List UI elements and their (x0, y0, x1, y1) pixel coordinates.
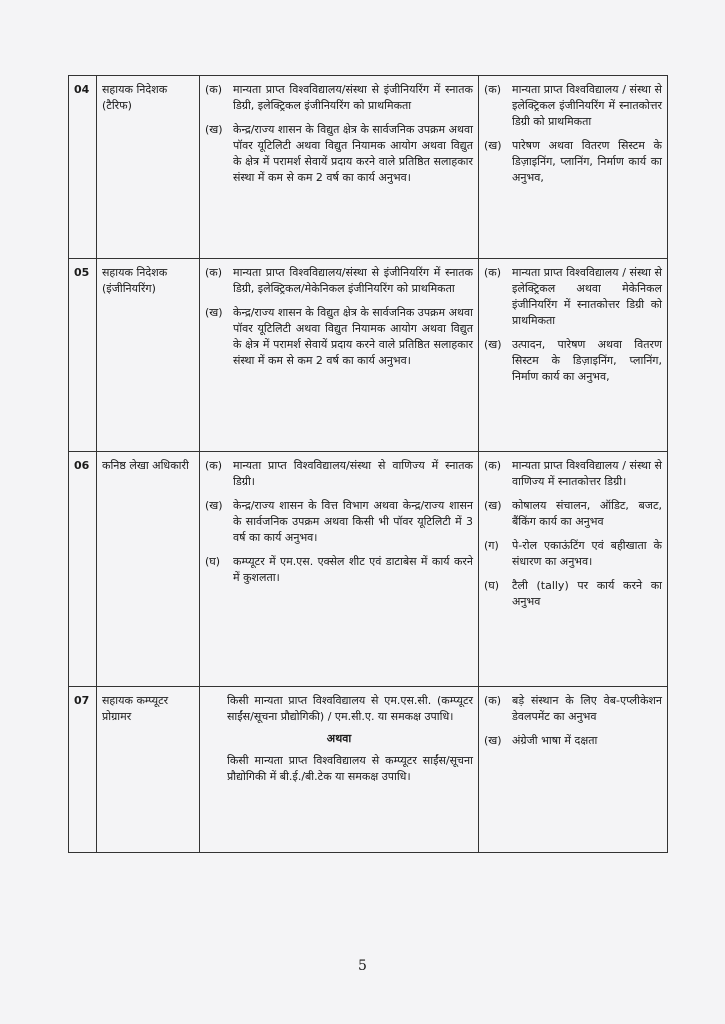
clause-label: (क) (484, 694, 502, 707)
clause-text: मान्यता प्राप्त विश्वविद्यालय/संस्था से इंजीनियरिंग में स्नातक डिग्री, इलेक्ट्रिकल/मेकेनिकल इंजीनियरिंग को प्राथमिकता (233, 266, 473, 295)
post-name: सहायक निदेशक (टैरिफ) (97, 76, 200, 259)
clause-text: कोषालय संचालन, ऑडिट, बजट, बैंकिंग कार्य का अनुभव (512, 499, 662, 528)
table-row (69, 259, 668, 452)
post-name: कनिष्ठ लेखा अधिकारी (97, 452, 200, 687)
clause-label: (ग) (484, 539, 499, 552)
page-number: 5 (358, 958, 367, 974)
clause-label: (क) (484, 459, 502, 472)
essential-qualification-cell (200, 687, 479, 853)
clause-label: (ख) (205, 306, 223, 319)
clause (205, 82, 473, 114)
clause-text: केन्द्र/राज्य शासन के विद्युत क्षेत्र के सार्वजनिक उपक्रम अथवा पॉवर यूटिलिटी अथवा विद्युत नियामक आयोग अथवा विद्युत के क्षेत्र में परामर्श सेवायें प्रदाय करने वाले प्रतिष्ठित सलाहकार संस्था में कम से कम 2 वर्ष का कार्य अनुभव। (233, 306, 473, 367)
clause (484, 578, 662, 610)
desirable-qualification-cell (479, 452, 668, 687)
table-row (69, 452, 668, 687)
serial-number: 07 (69, 687, 97, 853)
serial-number: 06 (69, 452, 97, 687)
clause-label: (ख) (205, 123, 223, 136)
clause (484, 538, 662, 570)
clause-text: उत्पादन, पारेषण अथवा वितरण सिस्टम के डिज़ाइनिंग, प्लानिंग, निर्माण कार्य का अनुभव, (512, 338, 662, 383)
clause-label: (ख) (484, 734, 502, 747)
essential-qualification-cell (200, 259, 479, 452)
clause-label: (ख) (484, 139, 502, 152)
essential-qualification-cell (200, 452, 479, 687)
clause-text: मान्यता प्राप्त विश्वविद्यालय/संस्था से इंजीनियरिंग में स्नातक डिग्री, इलेक्ट्रिकल इंजीनियरिंग को प्राथमिकता (233, 83, 473, 112)
clause (205, 122, 473, 186)
clause-label: (ख) (205, 499, 223, 512)
clause-label: (ख) (484, 338, 502, 351)
clause-text: बड़े संस्थान के लिए वेब-एप्लीकेशन डेवलपमेंट का अनुभव (512, 694, 662, 723)
clause (484, 82, 662, 130)
desirable-qualification-cell (479, 76, 668, 259)
clause (484, 138, 662, 186)
clause (484, 337, 662, 385)
table-row (69, 687, 668, 853)
clause (205, 305, 473, 369)
clause-label: (क) (484, 83, 502, 96)
clause (205, 458, 473, 490)
clause-label: (ख) (484, 499, 502, 512)
qualification-text: किसी मान्यता प्राप्त विश्वविद्यालय से कम्प्यूटर साईंस/सूचना प्रौद्योगिकी में बी.ई./बी.टेक या समकक्ष उपाधि। (227, 754, 473, 783)
clause-label: (घ) (484, 579, 500, 592)
clause (484, 458, 662, 490)
clause-text: मान्यता प्राप्त विश्वविद्यालय / संस्था से इलेक्ट्रिकल अथवा मेकेनिकल इंजीनियरिंग में स्नातकोत्तर डिग्री को प्राथमिकता (512, 266, 662, 327)
post-name: सहायक कम्प्यूटर प्रोग्रामर (97, 687, 200, 853)
clause (484, 733, 662, 749)
table-row (69, 76, 668, 259)
clause-text: केन्द्र/राज्य शासन के विद्युत क्षेत्र के सार्वजनिक उपक्रम अथवा पॉवर यूटिलिटी अथवा विद्युत नियामक आयोग अथवा विद्युत के क्षेत्र में परामर्श सेवायें प्रदाय करने वाले प्रतिष्ठित सलाहकार संस्था में कम से कम 2 वर्ष का कार्य अनुभव। (233, 123, 473, 184)
essential-qualification-cell (200, 76, 479, 259)
clause (205, 265, 473, 297)
clause-label: (क) (205, 83, 223, 96)
clause-text: केन्द्र/राज्य शासन के वित्त विभाग अथवा केन्द्र/राज्य शासन के सार्वजनिक उपक्रम अथवा किसी भी पॉवर यूटिलिटी में 3 वर्ष का कार्य अनुभव। (233, 499, 473, 544)
clause-label: (क) (205, 459, 223, 472)
qualification-text: किसी मान्यता प्राप्त विश्वविद्यालय से एम.एस.सी. (कम्प्यूटर साईंस/सूचना प्रौद्योगिकी) / एम.सी.ए. या समकक्ष उपाधि। (227, 694, 473, 723)
clause-label: (क) (484, 266, 502, 279)
desirable-qualification-cell (479, 259, 668, 452)
clause-text: टैली (tally) पर कार्य करने का अनुभव (512, 579, 662, 608)
clause-text: पे-रोल एकाऊंटिंग एवं बहीखाता के संधारण का अनुभव। (512, 539, 662, 568)
clause (484, 693, 662, 725)
qualification-table (68, 75, 668, 853)
clause (484, 498, 662, 530)
clause-label: (क) (205, 266, 223, 279)
desirable-qualification-cell (479, 687, 668, 853)
clause (484, 265, 662, 329)
post-name: सहायक निदेशक (इंजीनियरिंग) (97, 259, 200, 452)
serial-number: 05 (69, 259, 97, 452)
clause-label: (घ) (205, 555, 221, 568)
clause (205, 498, 473, 546)
serial-number: 04 (69, 76, 97, 259)
clause-text: मान्यता प्राप्त विश्वविद्यालय / संस्था से वाणिज्य में स्नातकोत्तर डिग्री। (512, 459, 662, 488)
clause-text: मान्यता प्राप्त विश्वविद्यालय/संस्था से वाणिज्य में स्नातक डिग्री। (233, 459, 473, 488)
clause (205, 554, 473, 586)
clause-text: मान्यता प्राप्त विश्वविद्यालय / संस्था से इलेक्ट्रिकल इंजीनियरिंग में स्नातकोत्तर डिग्री को प्राथमिकता (512, 83, 662, 128)
clause-text: कम्प्यूटर में एम.एस. एक्सेल शीट एवं डाटाबेस में कार्य करने में कुशलता। (233, 555, 473, 584)
clause-text: अंग्रेजी भाषा में दक्षता (512, 734, 598, 747)
clause-text: पारेषण अथवा वितरण सिस्टम के डिज़ाइनिंग, प्लानिंग, निर्माण कार्य का अनुभव, (512, 139, 662, 184)
or-separator: अथवा (326, 732, 352, 745)
